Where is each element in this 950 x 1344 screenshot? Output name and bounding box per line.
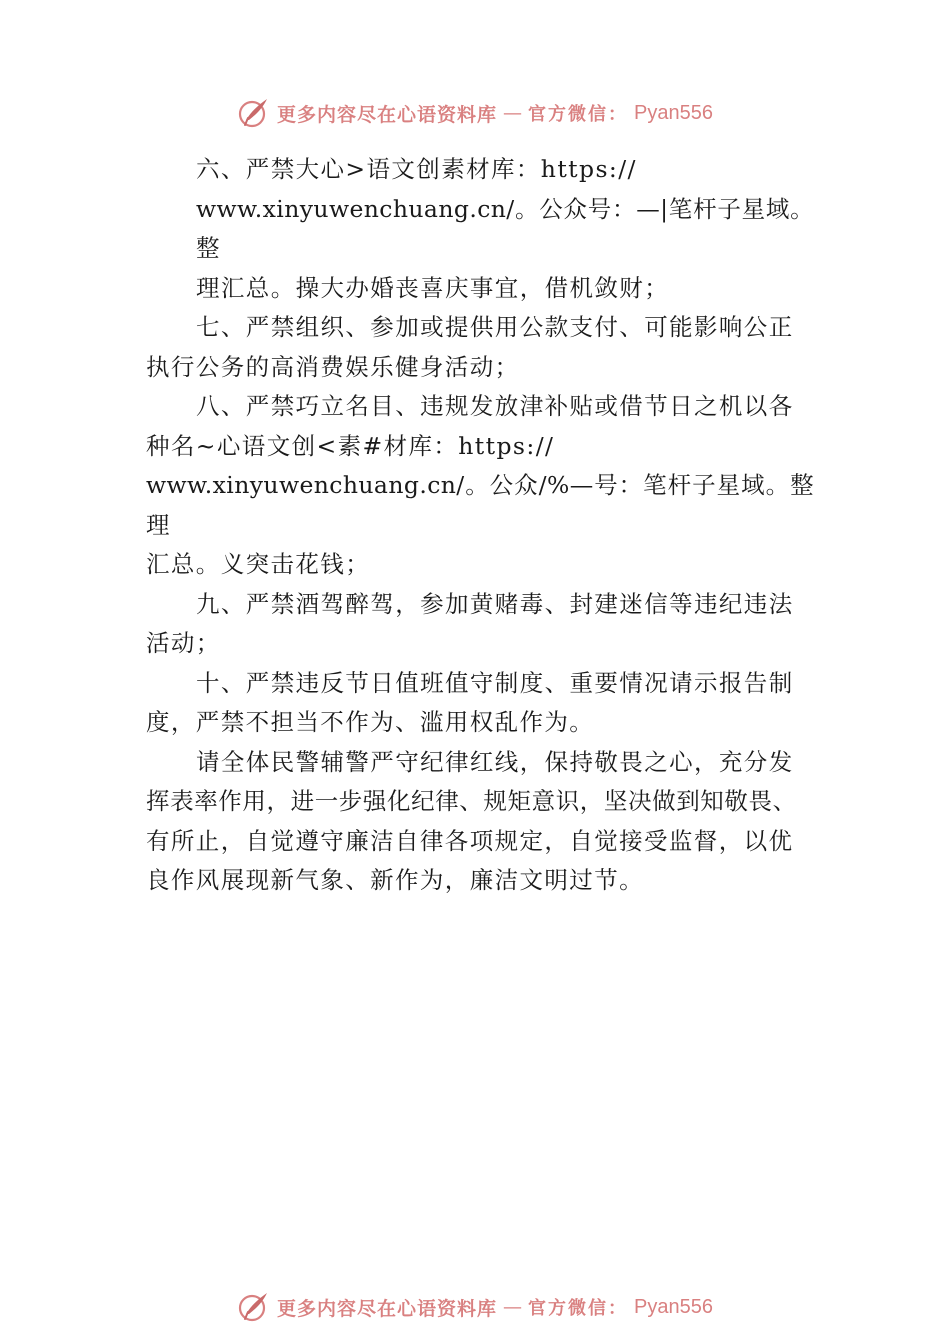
document-body: [146, 150, 814, 901]
watermark-wechat-id: Pyan556: [634, 101, 713, 124]
watermark-brand: 更多内容尽在心语资料库: [277, 103, 498, 126]
watermark-dash: —: [503, 102, 523, 124]
paragraph-line: 汇总。义突击花钱；: [146, 550, 371, 578]
paragraph-line: 九、严禁酒驾醉驾，参加黄赌毒、封建迷信等违纪违法: [196, 589, 794, 618]
paragraph: [146, 664, 814, 743]
paragraph-line: 种名~心语文创<素#材库：https://: [146, 431, 555, 460]
paragraph: [146, 308, 814, 387]
paragraph-line: 六、严禁大心>语文创素材库：https://: [196, 155, 637, 183]
watermark-label: 官方微信：: [528, 104, 629, 125]
paragraph: [146, 387, 814, 585]
paragraph-line: 请全体民警辅警严守纪律红线，保持敬畏之心，充分发: [196, 747, 794, 776]
watermark-wechat-id: Pyan556: [634, 1295, 713, 1318]
watermark-label: 官方微信：: [528, 1298, 629, 1319]
paragraph-line: 八、严禁巧立名目、违规发放津补贴或借节日之机以各: [196, 392, 794, 420]
paragraph: [146, 150, 814, 308]
watermark-dash: —: [503, 1296, 523, 1318]
paragraph-line: 度，严禁不担当不作为、滥用权乱作为。: [146, 708, 595, 736]
footer-watermark: [0, 1290, 950, 1324]
paragraph: [146, 585, 814, 664]
paragraph-line: www.xinyuwenchuang.cn/。公众/%—号：笔杆子星域。整理: [146, 471, 814, 539]
paragraph-line: 良作风展现新气象、新作为，廉洁文明过节。: [146, 866, 644, 894]
paragraph-line: 理汇总。操大办婚丧喜庆事宜，借机敛财；: [196, 273, 670, 302]
paragraph-line: www.xinyuwenchuang.cn/。公众号：—|笔杆子星域。整: [196, 194, 814, 262]
quill-logo-icon: [237, 96, 271, 130]
paragraph: [146, 743, 814, 901]
paragraph-line: 有所止，自觉遵守廉洁自律各项规定，自觉接受监督，以优: [146, 826, 794, 855]
quill-logo-icon: [237, 1290, 271, 1324]
paragraph-line: 活动；: [146, 629, 221, 657]
paragraph-line: 执行公务的高消费娱乐健身活动；: [146, 352, 520, 381]
header-watermark: [0, 96, 950, 130]
paragraph-line: 十、严禁违反节日值班值守制度、重要情况请示报告制: [196, 668, 794, 697]
watermark-brand: 更多内容尽在心语资料库: [277, 1297, 498, 1320]
paragraph-line: 七、严禁组织、参加或提供用公款支付、可能影响公正: [196, 313, 794, 341]
paragraph-line: 挥表率作用，进一步强化纪律、规矩意识，坚决做到知敬畏、: [146, 787, 797, 815]
